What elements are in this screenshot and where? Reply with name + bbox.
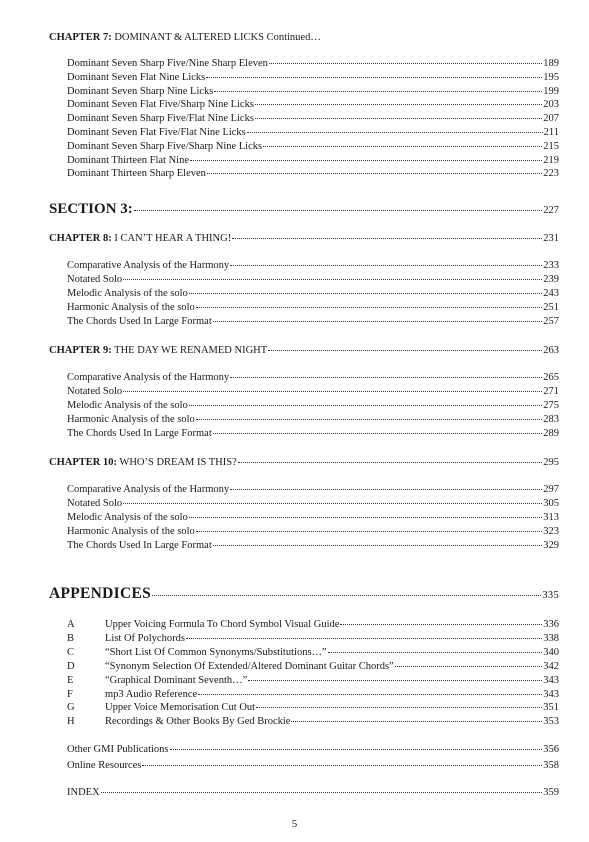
entry-label: Comparative Analysis of the Harmony (67, 484, 230, 495)
leader-dots (207, 173, 542, 174)
leader-dots (256, 707, 542, 708)
page-number: 231 (543, 233, 559, 244)
toc-entry[interactable] (67, 743, 559, 756)
page-number: 289 (543, 427, 559, 439)
page-number: 211 (543, 127, 559, 138)
toc-entry[interactable] (67, 539, 559, 552)
entry-label: Dominant Seven Flat Five/Sharp Nine Licks (67, 99, 254, 111)
page-number: 353 (543, 716, 559, 728)
entry-label: Harmonic Analysis of the solo (67, 301, 195, 313)
section-label: SECTION 3: (49, 201, 133, 217)
toc-entry[interactable] (67, 618, 559, 631)
leader-dots (268, 350, 542, 351)
toc-entry[interactable] (67, 167, 559, 180)
chapter-label: CHAPTER 7: (49, 32, 112, 43)
chapter-label: CHAPTER 9: (49, 345, 112, 356)
page-number: 329 (543, 539, 559, 551)
toc-entry[interactable] (67, 660, 559, 673)
leader-dots (230, 489, 542, 490)
entry-label: Other GMI Publications (67, 744, 169, 755)
page-number: 342 (543, 660, 559, 672)
page-number: 313 (543, 511, 559, 523)
toc-entry[interactable] (67, 497, 559, 510)
entry-label: The Chords Used In Large Format (67, 427, 212, 439)
appendix-letter: H (67, 716, 75, 728)
page-number: 219 (543, 154, 559, 166)
entry-label: Recordings & Other Books By Ged Brockie (105, 716, 291, 728)
page-number: 335 (542, 590, 559, 601)
entry-label: Dominant Thirteen Flat Nine (67, 154, 189, 166)
page-number: 283 (543, 413, 559, 425)
leader-dots (269, 63, 542, 64)
chapter-title: THE DAY WE RENAMED NIGHT (111, 345, 268, 356)
entry-label: Online Resources (67, 759, 142, 771)
entry-label: Melodic Analysis of the solo (67, 511, 188, 523)
leader-dots (213, 545, 543, 546)
page-number: 358 (543, 759, 559, 771)
appendix-letter: A (67, 619, 75, 630)
leader-dots (123, 279, 542, 280)
page-number: 195 (543, 71, 559, 83)
toc-entry[interactable] (67, 112, 559, 125)
leader-dots (123, 391, 542, 392)
toc-entry[interactable] (67, 646, 559, 659)
page-number: 336 (543, 619, 559, 630)
leader-dots (142, 765, 542, 766)
page-number: 359 (543, 787, 559, 798)
page-number: 227 (543, 205, 559, 216)
page-number: 295 (543, 457, 559, 468)
toc-entry[interactable] (67, 71, 559, 84)
leader-dots (328, 652, 543, 653)
page-number: 351 (543, 702, 559, 714)
toc-entry[interactable] (67, 715, 559, 728)
entry-label: Notated Solo (67, 385, 123, 397)
section-3-heading[interactable] (49, 201, 559, 219)
entry-label: Harmonic Analysis of the solo (67, 413, 195, 425)
page-number: 199 (543, 85, 559, 97)
page-number: 223 (543, 168, 559, 180)
toc-entry[interactable] (67, 399, 559, 412)
leader-dots (214, 91, 542, 92)
leader-dots (189, 405, 543, 406)
entry-label: Melodic Analysis of the solo (67, 287, 188, 299)
leader-dots (230, 265, 542, 266)
entry-label: Notated Solo (67, 497, 123, 509)
toc-entry[interactable] (67, 688, 559, 701)
page-number: 297 (543, 484, 559, 495)
appendix-letter: C (67, 646, 75, 658)
toc-entry[interactable] (67, 511, 559, 524)
toc-entry[interactable] (67, 674, 559, 687)
leader-dots (213, 321, 543, 322)
page-number: 207 (543, 113, 559, 125)
entry-label: INDEX (67, 787, 100, 798)
entry-label: “Short List Of Common Synonyms/Substitutions…” (105, 646, 327, 658)
entry-label: Dominant Seven Sharp Five/Nine Sharp Eleven (67, 58, 268, 69)
toc-entry[interactable] (67, 273, 559, 286)
leader-dots (263, 146, 542, 147)
chapter-8-heading[interactable] (49, 232, 559, 245)
entry-label: Comparative Analysis of the Harmony (67, 372, 230, 383)
toc-entry[interactable] (67, 259, 559, 272)
toc-entry[interactable] (67, 140, 559, 153)
chapter-title: DOMINANT & ALTERED LICKS Continued… (111, 32, 321, 43)
entry-label: List Of Polychords (105, 632, 185, 644)
toc-entry[interactable] (67, 413, 559, 426)
entry-label: The Chords Used In Large Format (67, 539, 212, 551)
page-number: 243 (543, 287, 559, 299)
chapter-label: CHAPTER 8: (49, 233, 112, 244)
toc-entry[interactable] (67, 126, 559, 139)
entry-label: Dominant Seven Flat Five/Flat Nine Licks (67, 127, 246, 138)
appendix-letter: G (67, 702, 75, 714)
appendix-letter: D (67, 660, 75, 672)
toc-entry[interactable] (67, 371, 559, 384)
page-number: 343 (543, 674, 559, 686)
page-number: 233 (543, 260, 559, 271)
page-number: 263 (543, 345, 559, 356)
page-number: 189 (543, 58, 559, 69)
leader-dots (170, 749, 543, 750)
leader-dots (190, 160, 542, 161)
leader-dots (196, 419, 543, 420)
toc-entry[interactable] (67, 427, 559, 440)
leader-dots (189, 517, 543, 518)
entry-label: Notated Solo (67, 273, 123, 285)
page-number: 265 (543, 372, 559, 383)
toc-entry[interactable] (67, 701, 559, 714)
toc-entry[interactable] (67, 385, 559, 398)
entry-label: “Synonym Selection Of Extended/Altered Dominant Guitar Chords” (105, 660, 394, 672)
entry-label: Dominant Seven Flat Nine Licks (67, 71, 206, 83)
entry-label: “Graphical Dominant Seventh…” (105, 674, 248, 686)
leader-dots (255, 104, 542, 105)
chapter-title: WHO’S DREAM IS THIS? (116, 457, 237, 468)
leader-dots (196, 531, 543, 532)
entry-label: Comparative Analysis of the Harmony (67, 260, 230, 271)
toc-entry[interactable] (67, 759, 559, 772)
appendices-heading[interactable] (49, 585, 559, 605)
entry-label: Upper Voicing Formula To Chord Symbol Visual Guide (105, 619, 340, 630)
toc-entry[interactable] (67, 315, 559, 328)
appendix-letter: F (67, 688, 73, 700)
index-entry[interactable] (67, 786, 559, 799)
chapter-title: I CAN’T HEAR A THING! (111, 233, 232, 244)
page-number: 271 (543, 385, 559, 397)
appendix-letter: E (67, 674, 74, 686)
appendix-letter: B (67, 632, 75, 644)
leader-dots (238, 462, 543, 463)
page-number: 257 (543, 315, 559, 327)
page-number-footer: 5 (291, 818, 298, 830)
leader-dots (395, 666, 543, 667)
leader-dots (230, 377, 542, 378)
page-number: 356 (543, 744, 559, 755)
entry-label: Dominant Seven Sharp Nine Licks (67, 85, 214, 97)
leader-dots (340, 624, 542, 625)
entry-label: mp3 Audio Reference (105, 688, 198, 700)
leader-dots (198, 694, 542, 695)
leader-dots (196, 307, 543, 308)
entry-label: The Chords Used In Large Format (67, 315, 212, 327)
leader-dots (189, 293, 543, 294)
toc-entry[interactable] (67, 287, 559, 300)
page-number: 251 (543, 301, 559, 313)
toc-entry[interactable] (67, 632, 559, 645)
toc-entry[interactable] (67, 525, 559, 538)
page-number: 340 (543, 646, 559, 658)
toc-entry[interactable] (67, 154, 559, 167)
chapter-label: CHAPTER 10: (49, 457, 117, 468)
toc-entry[interactable] (67, 483, 559, 496)
leader-dots (232, 238, 542, 239)
page-number: 343 (543, 688, 559, 700)
toc-entry[interactable] (67, 57, 559, 70)
appendices-label: APPENDICES (49, 585, 152, 602)
toc-entry[interactable] (67, 85, 559, 98)
page-number: 203 (543, 99, 559, 111)
page-number: 215 (543, 140, 559, 152)
leader-dots (247, 132, 543, 133)
entry-label: Dominant Thirteen Sharp Eleven (67, 168, 206, 180)
leader-dots (152, 595, 541, 596)
page-number: 239 (543, 273, 559, 285)
entry-label: Upper Voice Memorisation Cut Out (105, 702, 256, 714)
entry-label: Dominant Seven Sharp Five/Flat Nine Licks (67, 113, 254, 125)
page-number: 323 (543, 525, 559, 537)
entry-label: Melodic Analysis of the solo (67, 399, 188, 411)
page-number: 305 (543, 497, 559, 509)
leader-dots (255, 118, 542, 119)
leader-dots (134, 210, 542, 211)
toc-entry[interactable] (67, 301, 559, 314)
leader-dots (186, 638, 542, 639)
leader-dots (291, 721, 542, 722)
page-number: 338 (543, 632, 559, 644)
toc-entry[interactable] (67, 98, 559, 111)
leader-dots (123, 503, 542, 504)
leader-dots (248, 680, 542, 681)
page-number: 275 (543, 399, 559, 411)
chapter-10-heading[interactable] (49, 456, 559, 469)
chapter-9-heading[interactable] (49, 344, 559, 357)
leader-dots (206, 77, 542, 78)
entry-label: Harmonic Analysis of the solo (67, 525, 195, 537)
chapter-7-heading (49, 31, 559, 44)
leader-dots (101, 792, 543, 793)
leader-dots (213, 433, 543, 434)
entry-label: Dominant Seven Sharp Five/Sharp Nine Licks (67, 140, 263, 152)
